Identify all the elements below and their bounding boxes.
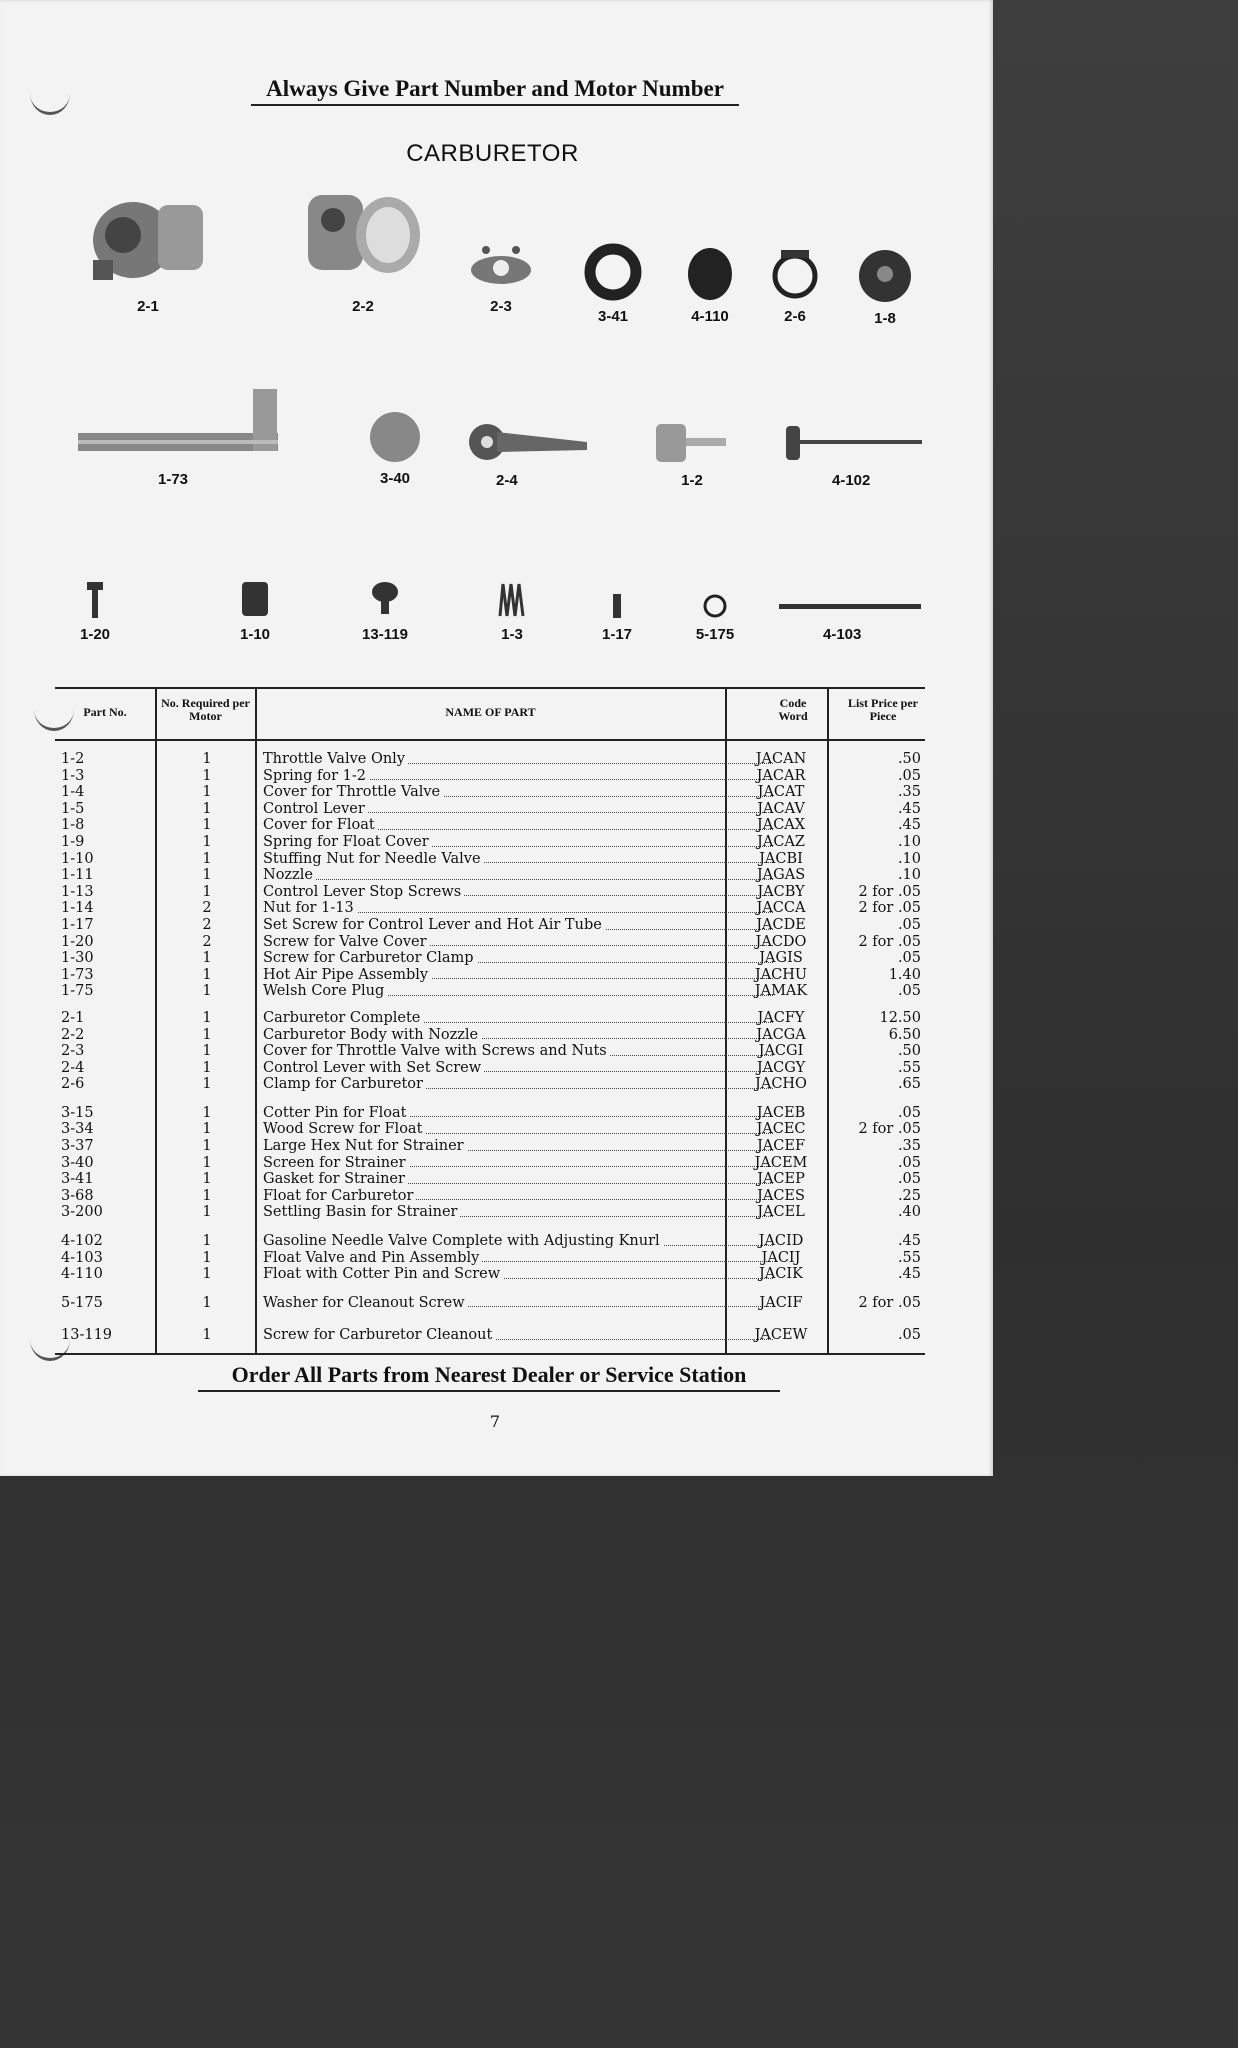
table-row	[55, 917, 925, 934]
part-name	[263, 834, 775, 851]
quantity: 1	[202, 817, 212, 834]
list-price: .05	[897, 767, 921, 784]
table-row	[55, 1327, 925, 1344]
needle-valve-illustration	[782, 420, 927, 466]
part-number: 3-15	[61, 1104, 94, 1121]
section-title: CARBURETOR	[406, 140, 579, 167]
part-number: 1-11	[61, 867, 94, 884]
part-name	[263, 1327, 775, 1344]
part-illustration: 1-17	[595, 580, 639, 643]
list-price: .45	[897, 817, 921, 834]
part-name-text: Float with Cotter Pin and Screw	[263, 1266, 503, 1282]
list-price: 6.50	[888, 1026, 921, 1043]
hot-air-pipe-illustration	[78, 385, 283, 465]
part-name	[263, 900, 775, 917]
part-name	[263, 1171, 775, 1188]
part-name-text: Control Lever	[263, 801, 368, 817]
part-illustration: 5-175	[690, 580, 740, 643]
part-number: 1-5	[61, 800, 85, 817]
part-number: 3-34	[61, 1121, 94, 1138]
part-name	[263, 1204, 775, 1221]
part-illustration: 1-73	[78, 385, 283, 488]
code-word: JACAN	[755, 751, 807, 767]
part-name-text: Gasket for Strainer	[263, 1171, 408, 1187]
part-number: 4-110	[61, 1266, 103, 1283]
quantity: 1	[202, 966, 212, 983]
table-row	[55, 1295, 925, 1312]
part-number: 1-20	[61, 933, 94, 950]
part-number: 3-68	[61, 1187, 94, 1204]
list-price: 2 for .05	[858, 883, 921, 900]
part-name-text: Screw for Carburetor Clamp	[263, 950, 477, 966]
quantity: 1	[202, 883, 212, 900]
control-lever-illustration	[462, 420, 592, 466]
col-header-name: NAME OF PART	[445, 705, 536, 719]
part-name-text: Carburetor Body with Nozzle	[263, 1027, 481, 1043]
part-illustration: 2-2	[298, 180, 428, 315]
quantity: 1	[202, 1266, 212, 1283]
part-name	[263, 1121, 775, 1138]
part-illustration: 1-2	[652, 420, 732, 489]
list-price: 2 for .05	[858, 900, 921, 917]
part-name-text: Throttle Valve Only	[263, 751, 408, 767]
table-row	[55, 983, 925, 1000]
code-word: JACHO	[755, 1076, 807, 1093]
part-name-text: Float Valve and Pin Assembly	[263, 1250, 482, 1266]
code-word: JACFY	[757, 1009, 805, 1026]
quantity: 1	[202, 1204, 212, 1221]
code-word: JACDO	[755, 933, 807, 950]
part-number: 2-2	[61, 1026, 85, 1043]
part-name-text: Float for Carburetor	[263, 1188, 416, 1204]
code-word: JACCA	[756, 900, 806, 917]
parts-table	[55, 687, 925, 1355]
part-number: 2-1	[61, 1009, 85, 1026]
washer-illustration	[700, 580, 730, 620]
list-price: .45	[897, 800, 921, 817]
list-price: .10	[897, 833, 921, 850]
clamp-illustration	[767, 244, 823, 302]
part-name-text: Settling Basin for Strainer	[263, 1204, 460, 1220]
page-header-note: Always Give Part Number and Motor Number	[251, 76, 739, 106]
part-number: 2-4	[61, 1059, 85, 1076]
quantity: 1	[202, 1076, 212, 1093]
quantity: 1	[202, 867, 212, 884]
code-word: JAGAS	[756, 867, 806, 884]
code-word: JACGY	[756, 1059, 806, 1076]
code-word: JACAV	[757, 800, 805, 817]
code-word: JACBI	[759, 850, 803, 867]
part-illustration: 3-40	[362, 410, 428, 487]
code-word: JACBY	[757, 883, 805, 900]
code-word: JACEF	[756, 1138, 806, 1155]
part-illustration: 2-1	[78, 180, 218, 315]
part-name	[263, 967, 775, 984]
valve-cover-screw-illustration	[85, 580, 105, 620]
quantity: 1	[202, 1138, 212, 1155]
table-row	[55, 1155, 925, 1172]
quantity: 1	[202, 833, 212, 850]
table-row	[55, 851, 925, 868]
part-number: 2-6	[61, 1076, 85, 1093]
quantity: 1	[202, 751, 212, 767]
quantity: 2	[202, 933, 212, 950]
part-name	[263, 934, 775, 951]
part-number: 1-9	[61, 833, 85, 850]
part-name	[263, 1155, 775, 1172]
table-row-group	[55, 1233, 925, 1283]
throttle-cover-illustration	[468, 240, 534, 292]
part-number: 1-2	[61, 751, 85, 767]
code-word: JACEM	[754, 1154, 808, 1171]
part-name-text: Washer for Cleanout Screw	[263, 1295, 468, 1311]
part-number: 3-200	[61, 1204, 103, 1221]
table-row	[55, 768, 925, 785]
part-illustration: 4-102	[782, 420, 927, 489]
part-name	[263, 817, 775, 834]
list-price: 1.40	[888, 966, 921, 983]
table-row	[55, 1138, 925, 1155]
quantity: 2	[202, 916, 212, 933]
list-price: .05	[897, 950, 921, 967]
table-row-group	[55, 1105, 925, 1221]
table-row	[55, 1250, 925, 1267]
part-name	[263, 1105, 775, 1122]
part-name	[263, 1027, 775, 1044]
table-row	[55, 884, 925, 901]
list-price: 12.50	[879, 1009, 921, 1026]
part-name	[263, 801, 775, 818]
part-number: 1-30	[61, 950, 94, 967]
table-row	[55, 817, 925, 834]
code-word: JACIF	[759, 1294, 803, 1311]
table-row	[55, 1121, 925, 1138]
part-illustration: 2-6	[765, 244, 825, 325]
table-row-group	[55, 751, 925, 1000]
set-screw-illustration	[610, 580, 624, 620]
quantity: 1	[202, 1026, 212, 1043]
part-name-text: Large Hex Nut for Strainer	[263, 1138, 467, 1154]
part-name-text: Clamp for Carburetor	[263, 1076, 426, 1092]
part-illustration: 3-41	[578, 242, 648, 325]
table-row	[55, 934, 925, 951]
part-illustration: 1-3	[490, 580, 534, 643]
code-word: JACAZ	[757, 833, 805, 850]
part-name	[263, 1043, 775, 1060]
code-word: JACAT	[757, 784, 805, 801]
list-price: .05	[897, 983, 921, 1000]
part-illustration: 4-110	[680, 246, 740, 325]
code-word: JACEW	[754, 1327, 808, 1344]
col-header-qty: No. Required per Motor	[161, 696, 250, 723]
quantity: 1	[202, 983, 212, 1000]
part-number: 2-3	[61, 1043, 85, 1060]
part-name-text: Control Lever with Set Screw	[263, 1060, 484, 1076]
table-row	[55, 1043, 925, 1060]
part-name	[263, 1233, 775, 1250]
part-name	[263, 1076, 775, 1093]
table-row	[55, 751, 925, 768]
part-name	[263, 867, 775, 884]
quantity: 1	[202, 1121, 212, 1138]
table-row	[55, 900, 925, 917]
list-price: .05	[897, 1154, 921, 1171]
code-word: JAGIS	[759, 950, 803, 967]
part-number: 5-175	[61, 1294, 103, 1311]
throttle-valve-illustration	[652, 420, 732, 466]
part-name	[263, 851, 775, 868]
quantity: 1	[202, 784, 212, 801]
code-word: JACEB	[756, 1104, 806, 1121]
table-row	[55, 1010, 925, 1027]
part-name	[263, 1250, 775, 1267]
list-price: .45	[897, 1233, 921, 1250]
part-name	[263, 784, 775, 801]
gasket-ring-illustration	[583, 242, 643, 302]
carburetor-complete-illustration	[78, 180, 218, 292]
table-row	[55, 950, 925, 967]
list-price: .35	[897, 1138, 921, 1155]
part-number: 1-4	[61, 784, 85, 801]
quantity: 1	[202, 1327, 212, 1344]
part-number: 1-13	[61, 883, 94, 900]
list-price: .65	[897, 1076, 921, 1093]
table-body	[55, 751, 925, 1344]
page-number: 7	[489, 1412, 501, 1431]
float-valve-pin-illustration	[775, 580, 925, 620]
part-name	[263, 768, 775, 785]
table-row	[55, 1188, 925, 1205]
table-row	[55, 801, 925, 818]
quantity: 1	[202, 950, 212, 967]
quantity: 1	[202, 850, 212, 867]
part-name-text: Screen for Strainer	[263, 1155, 409, 1171]
part-name	[263, 950, 775, 967]
part-name	[263, 1060, 775, 1077]
part-number: 4-102	[61, 1233, 103, 1250]
quantity: 1	[202, 1171, 212, 1188]
code-word: JACEL	[757, 1204, 805, 1221]
part-number: 13-119	[61, 1327, 113, 1344]
part-name-text: Carburetor Complete	[263, 1010, 423, 1026]
quantity: 1	[202, 1043, 212, 1060]
code-word: JACID	[758, 1233, 804, 1250]
list-price: .45	[897, 1266, 921, 1283]
part-name	[263, 1188, 775, 1205]
list-price: .40	[897, 1204, 921, 1221]
quantity: 1	[202, 1104, 212, 1121]
col-header-part-no: Part No.	[83, 705, 127, 719]
part-number: 1-75	[61, 983, 94, 1000]
quantity: 1	[202, 1233, 212, 1250]
part-number: 3-41	[61, 1171, 94, 1188]
list-price: 2 for .05	[858, 933, 921, 950]
part-illustration: 1-20	[70, 580, 120, 643]
table-row-group	[55, 1010, 925, 1093]
part-name-text: Nut for 1-13	[263, 900, 357, 916]
part-number: 1-3	[61, 767, 85, 784]
part-name	[263, 884, 775, 901]
cleanout-screw-illustration	[370, 580, 400, 620]
part-name	[263, 1010, 775, 1027]
part-name-text: Welsh Core Plug	[263, 983, 387, 999]
code-word: JACIJ	[761, 1249, 801, 1266]
quantity: 1	[202, 767, 212, 784]
list-price: .05	[897, 916, 921, 933]
list-price: .50	[897, 751, 921, 767]
code-word: JACAR	[756, 767, 806, 784]
part-name-text: Stuffing Nut for Needle Valve	[263, 851, 484, 867]
part-number: 3-37	[61, 1138, 94, 1155]
part-name	[263, 983, 775, 1000]
carburetor-body-illustration	[298, 180, 428, 292]
part-number: 1-14	[61, 900, 94, 917]
part-name	[263, 1138, 775, 1155]
list-price: 2 for .05	[858, 1121, 921, 1138]
binder-hole	[30, 72, 70, 115]
part-name	[263, 1295, 775, 1312]
table-row	[55, 784, 925, 801]
part-name-text: Screw for Carburetor Cleanout	[263, 1327, 495, 1343]
part-name-text: Screw for Valve Cover	[263, 934, 430, 950]
part-number: 1-8	[61, 817, 85, 834]
table-row	[55, 1204, 925, 1221]
col-header-code: Code Word	[778, 696, 808, 723]
part-name-text: Cover for Float	[263, 817, 378, 833]
part-name	[263, 751, 775, 768]
table-row	[55, 1027, 925, 1044]
table-row-group	[55, 1327, 925, 1344]
list-price: .05	[897, 1171, 921, 1188]
part-name-text: Cover for Throttle Valve with Screws and Nuts	[263, 1043, 610, 1059]
part-name-text: Spring for 1-2	[263, 768, 369, 784]
quantity: 1	[202, 1294, 212, 1311]
list-price: .35	[897, 784, 921, 801]
part-illustration: 4-103	[775, 580, 925, 643]
part-name	[263, 917, 775, 934]
part-number: 1-17	[61, 916, 94, 933]
spring-illustration	[497, 580, 527, 620]
float-cover-illustration	[857, 246, 913, 304]
code-word: JACGI	[758, 1043, 804, 1060]
code-word: JACEP	[757, 1171, 805, 1188]
table-row	[55, 967, 925, 984]
list-price: .10	[897, 867, 921, 884]
part-number: 4-103	[61, 1249, 103, 1266]
part-illustration: 2-4	[462, 420, 592, 489]
page-footer-note: Order All Parts from Nearest Dealer or Service Station	[198, 1362, 780, 1392]
part-name-text: Spring for Float Cover	[263, 834, 432, 850]
table-row	[55, 1060, 925, 1077]
code-word: JACES	[757, 1187, 805, 1204]
part-name-text: Wood Screw for Float	[263, 1121, 425, 1137]
part-number: 3-40	[61, 1154, 94, 1171]
strainer-screen-illustration	[368, 410, 422, 464]
quantity: 1	[202, 1187, 212, 1204]
list-price: .50	[897, 1043, 921, 1060]
part-name-text: Hot Air Pipe Assembly	[263, 967, 431, 983]
code-word: JACAX	[756, 817, 806, 834]
part-name-text: Nozzle	[263, 867, 316, 883]
part-illustration: 1-8	[855, 246, 915, 327]
quantity: 2	[202, 900, 212, 917]
quantity: 1	[202, 1154, 212, 1171]
table-row-group	[55, 1295, 925, 1312]
code-word: JACDE	[756, 916, 806, 933]
code-word: JACEC	[756, 1121, 806, 1138]
part-illustration: 2-3	[468, 240, 534, 315]
list-price: .05	[897, 1104, 921, 1121]
col-header-price: List Price per Piece	[848, 696, 918, 723]
part-name	[263, 1266, 775, 1283]
table-row	[55, 1171, 925, 1188]
code-word: JACGA	[756, 1026, 806, 1043]
part-number: 1-73	[61, 966, 94, 983]
table-row	[55, 1233, 925, 1250]
list-price: 2 for .05	[858, 1294, 921, 1311]
part-name-text: Cover for Throttle Valve	[263, 784, 443, 800]
list-price: .25	[897, 1187, 921, 1204]
float-illustration	[685, 246, 735, 302]
list-price: .05	[897, 1327, 921, 1344]
list-price: .55	[897, 1059, 921, 1076]
table-row	[55, 834, 925, 851]
stuffing-nut-illustration	[240, 580, 270, 620]
quantity: 1	[202, 1059, 212, 1076]
quantity: 1	[202, 1249, 212, 1266]
quantity: 1	[202, 1009, 212, 1026]
part-name-text: Cotter Pin for Float	[263, 1105, 409, 1121]
list-price: .10	[897, 850, 921, 867]
header-divider	[55, 739, 925, 741]
table-row	[55, 867, 925, 884]
table-row	[55, 1266, 925, 1283]
table-row	[55, 1105, 925, 1122]
list-price: .55	[897, 1249, 921, 1266]
code-word: JACIK	[759, 1266, 803, 1283]
part-name-text: Set Screw for Control Lever and Hot Air Tube	[263, 917, 605, 933]
part-name-text: Gasoline Needle Valve Complete with Adjusting Knurl	[263, 1233, 663, 1249]
part-number: 1-10	[61, 850, 94, 867]
code-word: JAMAK	[754, 983, 808, 1000]
code-word: JACHU	[754, 966, 808, 983]
part-illustration: 1-10	[230, 580, 280, 643]
table-row	[55, 1076, 925, 1093]
quantity: 1	[202, 800, 212, 817]
part-name-text: Control Lever Stop Screws	[263, 884, 464, 900]
part-illustration: 13-119	[355, 580, 415, 643]
